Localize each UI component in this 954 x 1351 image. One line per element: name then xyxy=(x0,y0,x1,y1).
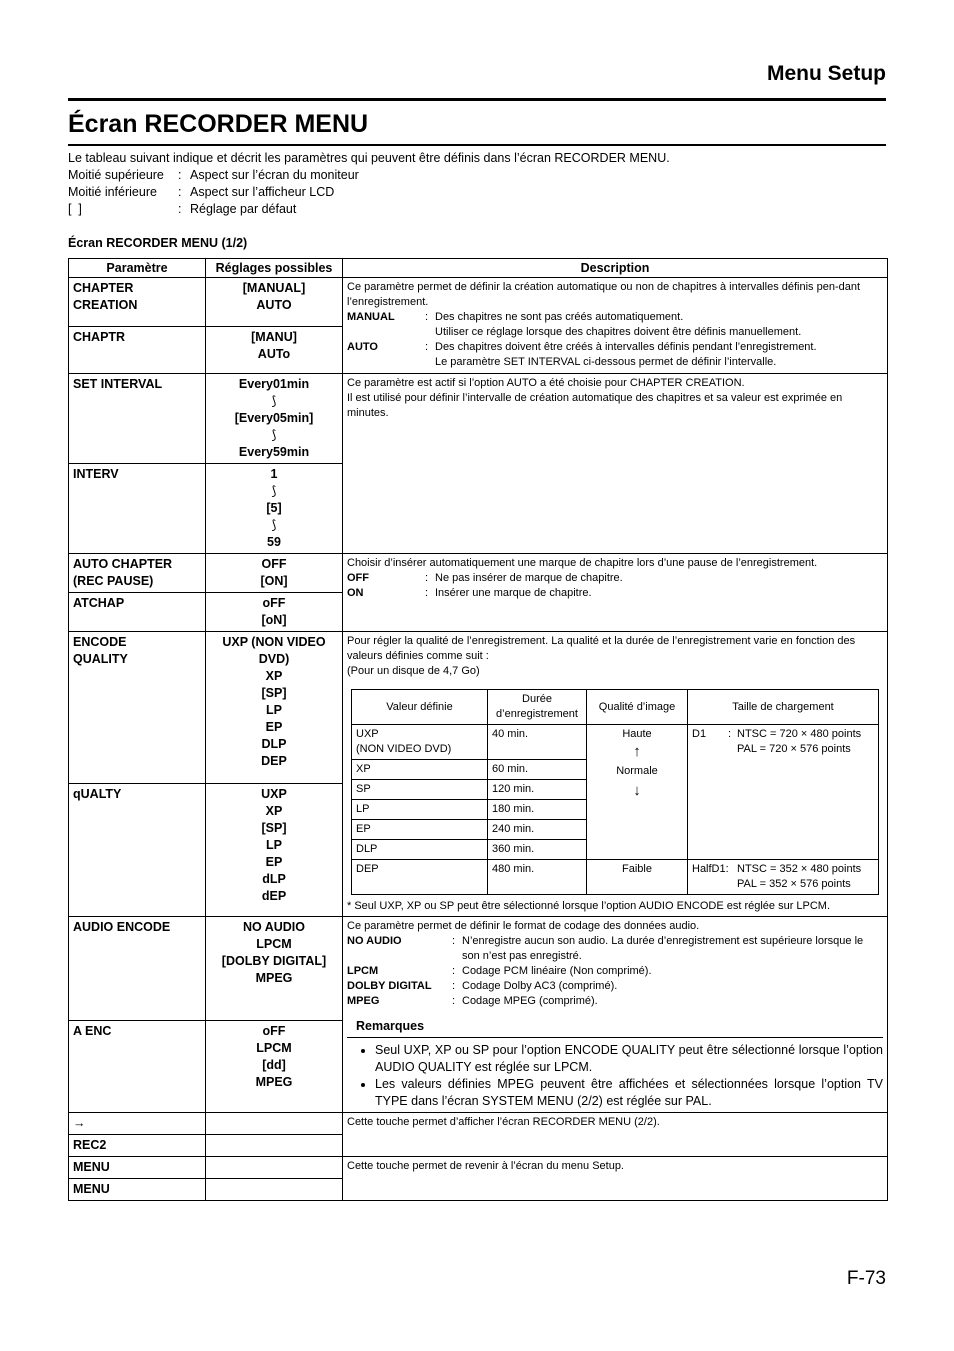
lcd-param-values: UXP XP [SP] LP EP dLP dEP xyxy=(206,783,343,916)
value-default: [5] xyxy=(266,501,282,515)
quality-header-row xyxy=(352,690,879,725)
option-key: LPCM xyxy=(347,965,379,977)
table-row xyxy=(69,1157,888,1179)
quality-normal: Normale xyxy=(616,765,658,777)
quality-table xyxy=(351,689,879,895)
lcd-param-name: A ENC xyxy=(69,1021,206,1113)
quality-header: Valeur définie xyxy=(352,690,488,725)
quality-note: * Seul UXP, XP ou SP peut être sélectionné lorsque l’option AUDIO ENCODE est réglée sur LPCM. xyxy=(347,900,831,912)
quality-value: DLP xyxy=(352,840,488,860)
option-key: DOLBY DIGITAL xyxy=(347,980,432,992)
legend-value: Aspect sur l’écran du moniteur xyxy=(190,168,359,182)
intro-text: Le tableau suivant indique et décrit les paramètres qui peuvent être définis dans l’écran RECORDER MENU. xyxy=(68,151,670,165)
lcd-param-name: REC2 xyxy=(69,1135,206,1157)
legend-value: Réglage par défaut xyxy=(190,202,297,216)
option-desc: Des chapitres ne sont pas créés automatiquement. Utiliser ce réglage lorsque des chapitres doivent être définis manuellement. xyxy=(435,311,802,338)
page-number: F-73 xyxy=(846,1268,886,1289)
empty-cell xyxy=(206,1157,343,1179)
lcd-param-name: qUALTY xyxy=(69,783,206,916)
quality-duration: 480 min. xyxy=(488,860,587,895)
remarks-title: Remarques xyxy=(347,1019,883,1038)
option-key: ON xyxy=(347,587,364,599)
quality-value: SP xyxy=(352,780,488,800)
param-description: Ce paramètre est actif si l’option AUTO a été choisie pour CHAPTER CREATION. Il est utilisé pour définir l’intervalle de création automatique des chapitres et sa valeur est exprimée en minutes. xyxy=(343,374,888,554)
quality-value: LP xyxy=(352,800,488,820)
range-mark: ⟆ xyxy=(271,428,277,442)
remark-item: • Les valeurs définies MPEG peuvent être affichées et sélectionnées lorsque l’option TV TYPE dans l’écran SYSTEM MENU (2/2) est réglée sur PAL. xyxy=(375,1076,883,1110)
lcd-param-values: [MANU] AUTo xyxy=(206,327,343,374)
description-text: Ce paramètre permet de définir le format de codage des données audio. xyxy=(347,920,700,932)
param-description: Ce paramètre permet de définir le format de codage des données audio. NO AUDIO : N’enregistre aucun son audio. La durée d’enregistrement est supérieure lorsque le son n’est pas enregistré. LPCM : Codage PCM linéaire (Non comprimé). DOLBY DIGITAL : Codage Dolby AC3 (comprimé). MPEG : Codage MPEG (comprimé). Remarques • Seul UXP, XP ou SP pour l’option ENCODE QUALITY peut être sélectionné lorsque l’option AUDIO QUALITY est réglée sur LPCM. • Les valeurs définies MPEG peuvent être affichées et sélectionnées lorsque l’option TV TYPE dans l’écran SYSTEM MENU (2/2) est réglée sur PAL. xyxy=(343,917,888,1113)
value-default: [Every05min] xyxy=(234,411,314,425)
legend-key: Moitié supérieure xyxy=(68,168,164,182)
header-rule xyxy=(68,98,886,101)
quality-low: Faible xyxy=(622,863,652,875)
description-text: Choisir d’insérer automatiquement une marque de chapitre lors d’une pause de l’enregistrement. xyxy=(347,557,818,569)
description-text: Ce paramètre permet de définir la création automatique ou non de chapitres à intervalles définis pen-dant l’enregistrement. xyxy=(347,281,861,308)
param-description: Cette touche permet de revenir à l’écran du menu Setup. xyxy=(343,1157,888,1201)
section-title: Menu Setup xyxy=(767,62,886,85)
param-name: ENCODE QUALITY xyxy=(69,632,206,784)
option-key: NO AUDIO xyxy=(347,935,402,947)
legend-row: Moitié supérieure : Aspect sur l’écran du moniteur xyxy=(68,168,359,182)
lcd-param-values: oFF [oN] xyxy=(206,593,343,632)
legend-key: Moitié inférieure xyxy=(68,185,157,199)
empty-cell xyxy=(206,1179,343,1201)
table-row xyxy=(69,1113,888,1135)
param-values: UXP (NON VIDEO DVD) XP [SP] LP EP DLP DEP xyxy=(206,632,343,784)
quality-value: UXP (NON VIDEO DVD) xyxy=(352,725,488,760)
option-desc: Insérer une marque de chapitre. xyxy=(435,587,592,599)
option-key: MPEG xyxy=(347,995,380,1007)
option-desc: Des chapitres doivent être créés à intervalles définis pendant l’enregistrement. Le paramètre SET INTERVAL ci-dessous permet de définir l’intervalle. xyxy=(435,341,817,368)
quality-duration: 240 min. xyxy=(488,820,587,840)
param-name: SET INTERVAL xyxy=(69,374,206,464)
param-description: Cette touche permet d’afficher l’écran RECORDER MENU (2/2). xyxy=(343,1113,888,1157)
table-row xyxy=(69,278,888,327)
range-mark: ⟆ xyxy=(271,518,277,532)
option-desc: Codage MPEG (comprimé). xyxy=(462,995,598,1007)
quality-duration: 40 min. xyxy=(488,725,587,760)
quality-duration: 180 min. xyxy=(488,800,587,820)
lcd-param-name: INTERV xyxy=(69,464,206,554)
param-description: Choisir d’insérer automatiquement une marque de chapitre lors d’une pause de l’enregistrement. OFF : Ne pas insérer de marque de chapitre. ON : Insérer une marque de chapitre. xyxy=(343,554,888,632)
empty-cell xyxy=(206,1135,343,1157)
param-values: OFF [ON] xyxy=(206,554,343,593)
value-min: 1 xyxy=(270,467,278,481)
param-description: Ce paramètre permet de définir la création automatique ou non de chapitres à intervalles définis pen-dant l’enregistrement. MANUAL : Des chapitres ne sont pas créés automatiquement. Utiliser ce réglage lorsque des chapitres doivent être définis manuellement. AUTO : Des chapitres doivent être créés à intervalles définis pendant l’enregistrement. Le paramètre SET INTERVAL ci-dessous permet de définir l’intervalle. xyxy=(343,278,888,374)
quality-value: EP xyxy=(352,820,488,840)
column-header: Description xyxy=(343,259,888,278)
table-row xyxy=(69,554,888,593)
param-name: MENU xyxy=(69,1157,206,1179)
lcd-param-name: ATCHAP xyxy=(69,593,206,632)
size-ntsc: NTSC = 352 × 480 points xyxy=(737,863,862,875)
legend-value: Aspect sur l’afficheur LCD xyxy=(190,185,335,199)
option-key: AUTO xyxy=(347,341,378,353)
param-values: NO AUDIO LPCM [DOLBY DIGITAL] MPEG xyxy=(206,917,343,1021)
option-key: MANUAL xyxy=(347,311,395,323)
recorder-menu-table xyxy=(68,258,888,1201)
option-desc: Codage PCM linéaire (Non comprimé). xyxy=(462,965,652,977)
legend-row: [ ] : Réglage par défaut xyxy=(68,202,297,216)
quality-value: XP xyxy=(352,760,488,780)
param-values: [MANUAL] AUTO xyxy=(206,278,343,327)
table-row xyxy=(69,632,888,784)
intro xyxy=(68,150,670,218)
table-row xyxy=(69,917,888,1021)
value-max: 59 xyxy=(267,535,281,549)
size-half-d1 xyxy=(688,860,879,895)
param-description xyxy=(343,632,888,917)
quality-header: Taille de chargement xyxy=(688,690,879,725)
param-name: CHAPTER CREATION xyxy=(69,278,206,327)
quality-value: DEP xyxy=(352,860,488,895)
lcd-param-values xyxy=(206,464,343,554)
size-pal: PAL = 720 × 576 points xyxy=(737,743,851,755)
quality-high: Haute xyxy=(622,728,652,740)
size-label: D1 xyxy=(692,728,707,740)
range-mark: ⟆ xyxy=(271,394,277,408)
quality-row xyxy=(352,725,879,760)
option-desc: Ne pas insérer de marque de chapitre. xyxy=(435,572,623,584)
column-header: Réglages possibles xyxy=(206,259,343,278)
arrow-down-icon: ↓ xyxy=(633,782,641,799)
remarks xyxy=(347,1019,883,1110)
remark-item: • Seul UXP, XP ou SP pour l’option ENCODE QUALITY peut être sélectionné lorsque l’option AUDIO QUALITY est réglée sur LPCM. xyxy=(375,1042,883,1076)
table-row xyxy=(69,374,888,464)
size-pal: PAL = 352 × 576 points xyxy=(737,878,851,890)
range-mark: ⟆ xyxy=(271,484,277,498)
quality-duration: 360 min. xyxy=(488,840,587,860)
lcd-param-name: CHAPTR xyxy=(69,327,206,374)
param-values xyxy=(206,374,343,464)
quality-header: Durée d’enregistrement xyxy=(488,690,587,725)
quality-header: Qualité d’image xyxy=(587,690,688,725)
quality-duration: 60 min. xyxy=(488,760,587,780)
size-label: HalfD1: xyxy=(692,863,729,875)
next-arrow-icon: → xyxy=(69,1113,206,1135)
column-header: Paramètre xyxy=(69,259,206,278)
lcd-param-values: oFF LPCM [dd] MPEG xyxy=(206,1021,343,1113)
value-max: Every59min xyxy=(238,445,310,459)
param-name: AUTO CHAPTER (REC PAUSE) xyxy=(69,554,206,593)
page-title: Écran RECORDER MENU xyxy=(68,110,369,138)
quality-scale xyxy=(587,725,688,860)
quality-row xyxy=(352,860,879,895)
table-header-row xyxy=(69,259,888,278)
lcd-param-name: MENU xyxy=(69,1179,206,1201)
empty-cell xyxy=(206,1113,343,1135)
param-name: AUDIO ENCODE xyxy=(69,917,206,1021)
option-key: OFF xyxy=(347,572,369,584)
arrow-up-icon: ↑ xyxy=(633,743,641,760)
description-text: Pour régler la qualité de l’enregistrement. La qualité et la durée de l’enregistrement varie en fonction des valeurs définies comme suit : (Pour un disque de 4,7 Go) xyxy=(347,635,856,677)
quality-duration: 120 min. xyxy=(488,780,587,800)
legend-row: Moitié inférieure : Aspect sur l’afficheur LCD xyxy=(68,185,335,199)
quality-low-cell xyxy=(587,860,688,895)
legend-key: [ ] xyxy=(68,202,82,216)
size-ntsc: NTSC = 720 × 480 points xyxy=(737,728,862,740)
option-desc: Codage Dolby AC3 (comprimé). xyxy=(462,980,618,992)
table-title: Écran RECORDER MENU (1/2) xyxy=(68,236,248,250)
option-desc: N’enregistre aucun son audio. La durée d’enregistrement est supérieure lorsque le son n’est pas enregistré. xyxy=(462,935,864,962)
size-d1: D1 : NTSC = 720 × 480 points PAL = 720 × 576 points xyxy=(688,725,879,860)
value-min: Every01min xyxy=(238,377,310,391)
title-rule xyxy=(68,144,886,146)
